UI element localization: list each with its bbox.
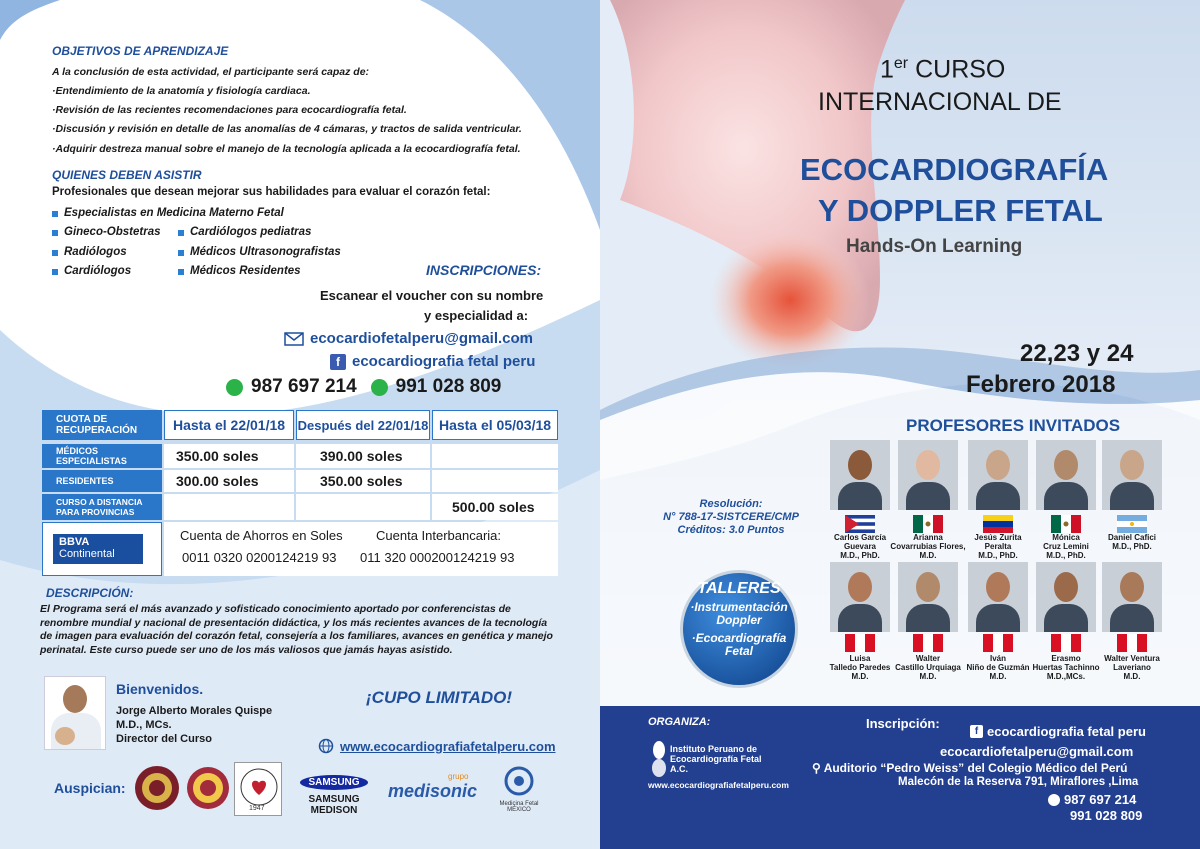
title-curso: CURSO <box>915 55 1006 84</box>
table-cell: 350.00 soles <box>164 444 294 468</box>
resolucion-block <box>656 498 806 537</box>
flag-cuba-icon <box>845 515 875 533</box>
course-dates-days: 22,23 y 24 <box>1020 340 1134 367</box>
professor-name-line: Huertas Tachinno <box>1032 663 1100 672</box>
professor-name-line: M.D. <box>919 672 937 681</box>
ahorros-label: Cuenta de Ahorros en Soles <box>180 528 343 543</box>
phone-number: 991 028 809 <box>395 376 502 397</box>
interbancaria-number: 011 320 000200124219 93 <box>360 550 515 565</box>
quienes-intro: Profesionales que desean mejorar sus habilidades para evaluar el corazón fetal: <box>52 186 491 198</box>
university-seal-logo <box>134 762 180 814</box>
inscripciones-line2: y especialidad a: <box>424 308 529 323</box>
website-text: www.ecocardiografiafetalperu.com <box>340 738 556 754</box>
flag-mexico-icon <box>913 515 943 533</box>
cupo-limitado: ¡CUPO LIMITADO! <box>366 688 513 707</box>
professor-name-line: M.D. <box>919 551 937 560</box>
objetivos-line: ·Entendimiento de la anatomía y fisiología cardiaca. <box>52 85 311 97</box>
title-number: 1 <box>880 55 894 84</box>
mail-icon <box>284 332 304 346</box>
medisonic-text: medisonic <box>388 781 478 801</box>
professor-name-line: Covarrubias Flores, <box>890 542 966 551</box>
professor-photo <box>898 562 958 632</box>
objetivos-line: ·Adquirir destreza manual sobre el manejo de la tecnología aplicada a la ecocardiografía fetal. <box>52 143 521 155</box>
professor-name-line: Guevara <box>843 542 877 551</box>
professor-name-line: Luisa <box>849 654 871 663</box>
professor-name-line: M.D., PhD. <box>840 551 880 560</box>
mfm-text2: MÉXICO <box>507 807 531 813</box>
price-table <box>42 410 558 576</box>
table-row-label: RESIDENTES <box>42 470 162 492</box>
continental-text: Continental <box>59 548 115 560</box>
professor-name-line: M.D.,MCs. <box>1046 672 1086 681</box>
website-link[interactable] <box>318 738 556 754</box>
professor-name-line: Iván <box>989 654 1006 663</box>
bank-logo-box <box>42 522 162 576</box>
inscripciones-facebook[interactable] <box>330 353 535 370</box>
table-row-label: CURSO A DISTANCIA PARA PROVINCIAS <box>42 494 162 520</box>
objetivos-line: ·Revisión de las recientes recomendaciones para ecocardiografía fetal. <box>52 104 407 116</box>
professor-photo <box>1036 440 1096 510</box>
flag-peru-icon <box>1117 634 1147 652</box>
table-header: Hasta el 05/03/18 <box>432 410 558 440</box>
ahorros-number: 0011 0320 0200124219 93 <box>182 550 337 565</box>
table-header-cuota: CUOTA DE RECUPERACIÓN <box>42 410 162 440</box>
audience-item: Gineco-Obstetras <box>52 226 161 238</box>
professor-name-line: Niño de Guzmán <box>966 663 1030 672</box>
footer-email[interactable]: ecocardiofetalperu@gmail.com <box>940 744 1134 759</box>
inscripciones-phones <box>226 376 501 398</box>
samsung-text: SAMSUNG <box>300 775 367 790</box>
footer-phone-text: 987 697 214 <box>1064 792 1137 807</box>
professor-name-line: Cruz Lemini <box>1043 542 1089 551</box>
bank-accounts <box>164 522 558 576</box>
professor-name-line: Walter <box>915 654 941 663</box>
samsung-logo <box>288 772 380 816</box>
institute-logo-icon <box>650 738 668 778</box>
descripcion-text: El Programa será el más avanzado y sofisticado conocimiento aportado por conferencistas de renombre mundial y nacional de presentación didáctica, y los más recientes avances de la tecnología de imagen para evaluación del corazón fetal, consejería a los familiares, avances en genética y manejo perinatal. Este curso puede ser uno de los más valiosos que jamás hayas asistido. <box>40 603 553 656</box>
audience-item: Especialistas en Medicina Materno Fetal <box>52 207 284 219</box>
talleres-item: ·Ecocardiografía Fetal <box>691 631 787 658</box>
inscripciones-title: INSCRIPCIONES: <box>426 262 542 278</box>
professor-name-line: Peralta <box>984 542 1012 551</box>
mfm-text: Medicina Fetal <box>499 801 539 807</box>
director-degree: M.D., MCs. <box>116 719 172 731</box>
audience-item: Radiólogos <box>52 246 127 258</box>
email-text: ecocardiofetalperu@gmail.com <box>310 330 534 347</box>
institute-name: Instituto Peruano de Ecocardiografía Fetal A.C. <box>670 744 762 774</box>
talleres-item: ·Instrumentación Doppler <box>690 600 788 627</box>
course-subtitle: Hands-On Learning <box>846 236 1023 257</box>
professor-name-line: Carlos García <box>833 533 887 542</box>
professor-name-line: Arianna <box>913 533 943 542</box>
table-cell: 300.00 soles <box>164 470 294 492</box>
profesores-title: PROFESORES INVITADOS <box>906 416 1121 435</box>
peruvian-society-logo <box>234 762 282 816</box>
footer-phone1 <box>1048 792 1136 807</box>
audience-item: Cardiólogos <box>52 265 131 277</box>
footer-inscripcion-label: Inscripción: <box>866 716 940 731</box>
resolucion-line: Créditos: 3.0 Puntos <box>677 524 785 536</box>
professor-name <box>1089 533 1175 551</box>
quienes-title: QUIENES DEBEN ASISTIR <box>52 168 202 182</box>
facebook-icon: f <box>970 725 983 738</box>
flag-peru-icon <box>983 634 1013 652</box>
course-title-line2: INTERNACIONAL DE <box>818 88 1062 116</box>
samsung-medison-text: SAMSUNG MEDISON <box>308 794 360 816</box>
medisonic-grupo: grupo <box>448 772 469 781</box>
flag-venezuela-icon <box>983 515 1013 533</box>
flag-peru-icon <box>913 634 943 652</box>
professor-photo <box>968 562 1028 632</box>
director-name: Jorge Alberto Morales Quispe <box>116 705 273 717</box>
course-title-line3: ECOCARDIOGRAFÍA <box>800 152 1109 187</box>
table-cell: 390.00 soles <box>296 444 430 468</box>
facebook-icon: f <box>330 354 346 370</box>
flag-argentina-icon <box>1117 515 1147 533</box>
title-sup: er <box>893 55 909 72</box>
footer-address-line2: Malecón de la Reserva 791, Miraflores ,Lima <box>898 776 1139 788</box>
descripcion-title: DESCRIPCIÓN: <box>46 586 134 600</box>
professor-name-line: M.D. <box>1123 672 1141 681</box>
flag-mexico-icon <box>1051 515 1081 533</box>
audience-item: Cardiólogos pediatras <box>178 226 311 238</box>
whatsapp-icon <box>1048 794 1060 806</box>
professor-photo <box>1036 562 1096 632</box>
professor-name-line: M.D. <box>851 672 869 681</box>
location-pin-icon: ⚲ <box>812 761 821 775</box>
professor-photo <box>830 440 890 510</box>
organiza-label: ORGANIZA: <box>648 716 711 728</box>
table-cell-empty <box>432 444 558 468</box>
course-title-line1 <box>880 55 1005 84</box>
phone-number: 987 697 214 <box>251 376 357 397</box>
objetivos-line: A la conclusión de esta actividad, el participante será capaz de: <box>52 66 370 78</box>
professor-name-line: M.D. <box>989 672 1007 681</box>
course-title-line4: Y DOPPLER FETAL <box>818 193 1103 228</box>
globe-icon <box>318 738 334 754</box>
mfm-emblem-icon <box>504 766 534 796</box>
objetivos-title: OBJETIVOS DE APRENDIZAJE <box>52 44 229 58</box>
professor-name-line: M.D., PhD. <box>978 551 1018 560</box>
professor-name-line: Daniel Cafici <box>1107 533 1156 542</box>
table-cell-empty <box>432 470 558 492</box>
table-cell-empty <box>296 494 430 520</box>
professor-name-line: M.D., PhD. <box>1112 542 1152 551</box>
director-role: Director del Curso <box>116 733 212 745</box>
professor-photo <box>1102 440 1162 510</box>
table-cell-empty <box>164 494 294 520</box>
medicina-fetal-mexico-logo <box>494 766 544 813</box>
interbancaria-label: Cuenta Interbancaria: <box>376 528 502 543</box>
footer-facebook-text: ecocardiografia fetal peru <box>987 724 1146 739</box>
professor-name-line: Walter Ventura <box>1104 654 1160 663</box>
professor-name-line: Castillo Urquiaga <box>895 663 961 672</box>
facebook-text: ecocardiografia fetal peru <box>352 353 536 370</box>
course-dates-month: Febrero 2018 <box>966 371 1116 398</box>
objetivos-line: ·Discusión y revisión en detalle de las anomalías de 4 cámaras, y tractos de salida ventricular. <box>52 123 522 135</box>
auspician-label: Auspician: <box>54 780 126 796</box>
inscripciones-email[interactable] <box>284 330 533 347</box>
inscripciones-line1: Escanear el voucher con su nombre <box>320 288 544 303</box>
medisonic-logo <box>388 772 488 802</box>
talleres-title: TALLERES <box>697 580 781 597</box>
table-header: Hasta el 22/01/18 <box>164 410 294 440</box>
professor-photo <box>898 440 958 510</box>
professor-name-line: Laveriano <box>1113 663 1151 672</box>
professor-name-line: Erasmo <box>1051 654 1081 663</box>
institute-website[interactable]: www.ecocardiografiafetalperu.com <box>648 780 789 790</box>
professor-name-line: Talledo Paredes <box>829 663 891 672</box>
flag-peru-icon <box>845 634 875 652</box>
footer-address-line1 <box>812 761 1128 775</box>
professor-photo <box>1102 562 1162 632</box>
footer-phone2: 991 028 809 <box>1070 808 1143 823</box>
welcome-text: Bienvenidos. <box>116 681 204 697</box>
table-row-label: MÉDICOS ESPECIALISTAS <box>42 444 162 468</box>
table-cell: 350.00 soles <box>296 470 430 492</box>
footer-facebook[interactable] <box>970 724 1146 739</box>
professor-name-line: Jesús Zurita <box>974 533 1022 542</box>
bbva-logo <box>53 534 143 564</box>
society-seal-logo <box>186 764 230 812</box>
professor-name <box>1089 654 1175 681</box>
director-photo <box>44 676 106 750</box>
table-header: Después del 22/01/18 <box>296 410 430 440</box>
audience-item: Médicos Residentes <box>178 265 301 277</box>
resolucion-line: N° 788-17-SISTCERE/CMP <box>663 511 799 523</box>
whatsapp-icon <box>226 379 243 396</box>
professor-name-line: Mónica <box>1052 533 1080 542</box>
resolucion-line: Resolución: <box>699 498 763 510</box>
professor-photo <box>830 562 890 632</box>
bbva-text: BBVA <box>59 536 90 548</box>
seal-year: 1947 <box>249 805 265 812</box>
professor-photo <box>968 440 1028 510</box>
flag-peru-icon <box>1051 634 1081 652</box>
audience-item: Médicos Ultrasonografistas <box>178 246 341 258</box>
table-cell: 500.00 soles <box>432 494 558 520</box>
professor-name-line: M.D., PhD. <box>1046 551 1086 560</box>
whatsapp-icon <box>371 379 388 396</box>
footer-address-text: Auditorio “Pedro Weiss” del Colegio Médico del Perú <box>823 761 1128 775</box>
